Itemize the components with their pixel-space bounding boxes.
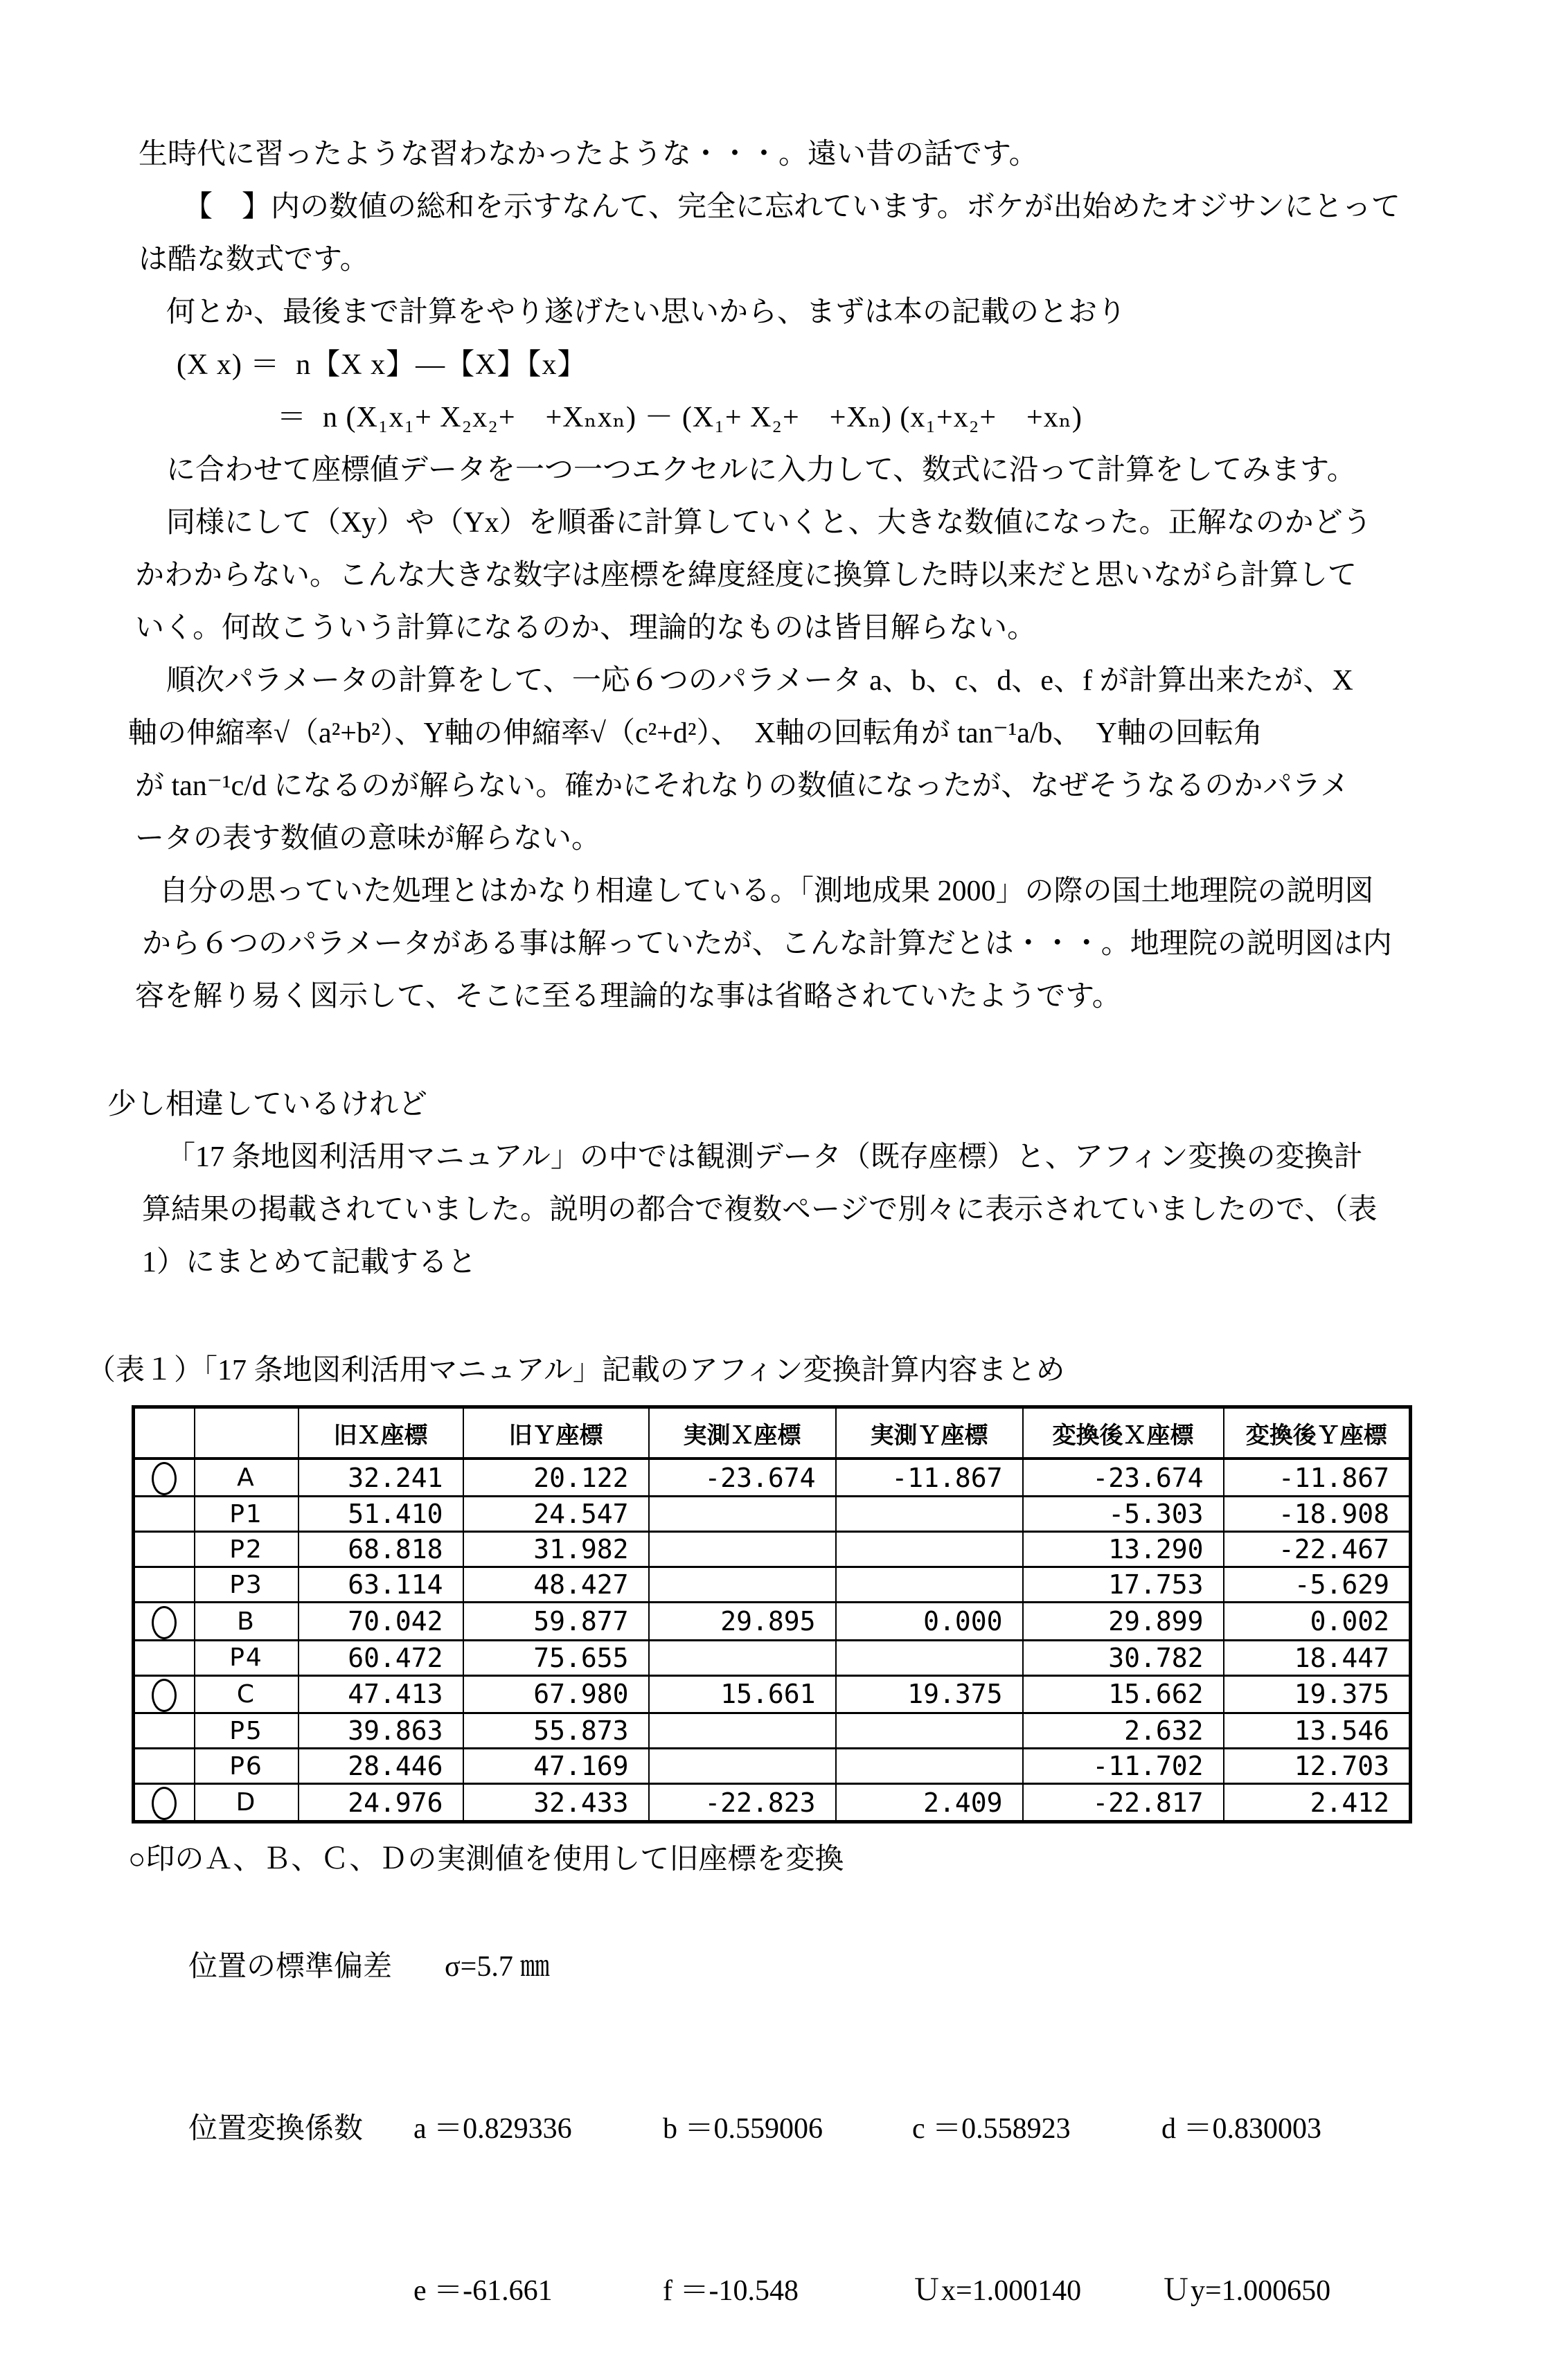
cell-value: 28.446 — [299, 1749, 463, 1784]
cell-value: 19.375 — [836, 1675, 1023, 1713]
coef-f: f ＝-10.548 — [663, 2275, 799, 2308]
circle-mark-icon — [152, 1787, 177, 1820]
std-deviation-label: 位置の標準偏差 — [188, 1951, 393, 1983]
cell-value: 24.976 — [299, 1784, 463, 1822]
paragraph-line: 何とか、最後まで計算をやり遂げたい思いから、まずは本の記載のとおり — [166, 296, 1127, 328]
cell-value: 59.877 — [463, 1603, 649, 1640]
cell-value — [649, 1749, 836, 1784]
cell-value: 29.895 — [649, 1603, 836, 1640]
cell-mark — [134, 1459, 195, 1497]
table-row — [134, 1784, 1411, 1822]
paragraph-line: 順次パラメータの計算をして、一応６つのパラメータ a、b、c、d、e、f が計算出来たが、X — [166, 665, 1353, 697]
cell-value: 47.169 — [463, 1749, 649, 1784]
cell-value: 29.899 — [1023, 1603, 1224, 1640]
header-meas-y: 実測Ｙ座標 — [836, 1407, 1023, 1459]
table-title: （表１）「17 条地図利活用マニュアル」記載のアフィン変換計算内容まとめ — [87, 1355, 1065, 1386]
cell-value — [649, 1497, 836, 1532]
cell-value: 13.290 — [1023, 1532, 1224, 1567]
paragraph-line: 生時代に習ったような習わなかったような・・・。遠い昔の話です。 — [139, 139, 1038, 170]
table-row — [134, 1713, 1411, 1749]
paragraph-line: 軸の伸縮率√（a²+b²）、Y軸の伸縮率√（c²+d²）、 X軸の回転角が tan⁻¹a/b、 Y軸の回転角 — [128, 717, 1263, 749]
header-mark-col — [134, 1407, 195, 1459]
cell-value: 51.410 — [299, 1497, 463, 1532]
cell-value: 39.863 — [299, 1713, 463, 1749]
coefficients-line-1 — [159, 2048, 1450, 2210]
cell-value: 60.472 — [299, 1640, 463, 1675]
cell-value: -11.867 — [836, 1459, 1023, 1497]
paragraph-line: 算結果の掲載されていました。説明の都合で複数ページで別々に表示されていましたので、（表 — [142, 1194, 1378, 1226]
cell-value: 31.982 — [463, 1532, 649, 1567]
cell-value: 17.753 — [1023, 1567, 1224, 1603]
table-row — [134, 1603, 1411, 1640]
cell-point-label: P4 — [195, 1640, 299, 1675]
cell-value — [836, 1749, 1023, 1784]
cell-value: 20.122 — [463, 1459, 649, 1497]
table-row — [134, 1497, 1411, 1532]
cell-value: 0.002 — [1224, 1603, 1411, 1640]
cell-value: 13.546 — [1224, 1713, 1411, 1749]
cell-point-label: P6 — [195, 1749, 299, 1784]
table-row — [134, 1532, 1411, 1567]
formula-line: (X x) ＝ n【X x】―【X】【x】 — [177, 349, 587, 381]
coef-e: e ＝-61.661 — [413, 2275, 553, 2308]
cell-value: 19.375 — [1224, 1675, 1411, 1713]
table-row — [134, 1675, 1411, 1713]
paragraph-line: 容を解り易く図示して、そこに至る理論的な事は省略されていたようです。 — [135, 981, 1121, 1013]
coef-a: a ＝0.829336 — [413, 2113, 572, 2146]
cell-mark — [134, 1532, 195, 1567]
paragraph-line: 「17 条地図利活用マニュアル」の中では観測データ（既存座標）と、アフィン変換の変換計 — [166, 1141, 1363, 1173]
section-heading: 少し相違しているけれど — [107, 1089, 428, 1121]
cell-value: -23.674 — [1023, 1459, 1224, 1497]
cell-value: -22.467 — [1224, 1532, 1411, 1567]
circle-mark-icon — [152, 1679, 177, 1712]
coef-uy: Ｕy=1.000650 — [1161, 2275, 1331, 2308]
paragraph-line: 同様にして（Xy）や（Yx）を順番に計算していくと、大きな数値になった。正解なのかどう — [166, 507, 1372, 539]
cell-value: -22.823 — [649, 1784, 836, 1822]
paragraph-line: かわからない。こんな大きな数字は座標を緯度経度に換算した時以来だと思いながら計算して — [135, 560, 1357, 591]
cell-value — [836, 1640, 1023, 1675]
cell-point-label: P3 — [195, 1567, 299, 1603]
cell-point-label: A — [195, 1459, 299, 1497]
header-conv-y: 変換後Ｙ座標 — [1224, 1407, 1411, 1459]
cell-value — [836, 1532, 1023, 1567]
paragraph-line: いく。何故こういう計算になるのか、理論的なものは皆目解らない。 — [135, 612, 1037, 644]
std-deviation-value: σ=5.7 ㎜ — [445, 1951, 550, 1983]
header-old-x: 旧Ｘ座標 — [299, 1407, 463, 1459]
paragraph-line: 【 】内の数値の総和を示すなんて、完全に忘れています。ボケが出始めたオジサンにとって — [184, 191, 1400, 223]
cell-value — [649, 1532, 836, 1567]
cell-value: 48.427 — [463, 1567, 649, 1603]
cell-value: 63.114 — [299, 1567, 463, 1603]
cell-value — [649, 1713, 836, 1749]
std-deviation-line — [159, 1886, 1450, 2048]
cell-value: 18.447 — [1224, 1640, 1411, 1675]
cell-value: 15.662 — [1023, 1675, 1224, 1713]
cell-value: -5.629 — [1224, 1567, 1411, 1603]
cell-value: 68.818 — [299, 1532, 463, 1567]
paragraph-line: が tan⁻¹c/d になるのが解らない。確かにそれなりの数値になったが、なぜそうなるのかパラメ — [135, 770, 1350, 802]
cell-mark — [134, 1713, 195, 1749]
coefficients-label: 位置変換係数 — [188, 2113, 364, 2146]
cell-mark — [134, 1784, 195, 1822]
table-row — [134, 1749, 1411, 1784]
cell-value: 67.980 — [463, 1675, 649, 1713]
cell-mark — [134, 1603, 195, 1640]
paragraph-line: 1）にまとめて記載すると — [142, 1247, 477, 1278]
cell-value: 2.412 — [1224, 1784, 1411, 1822]
paragraph-line: に合わせて座標値データを一つ一つエクセルに入力して、数式に沿って計算をしてみます。 — [166, 454, 1356, 486]
cell-value: 24.547 — [463, 1497, 649, 1532]
table-footnote: ○印のＡ、Ｂ、Ｃ、Ｄの実測値を使用して旧座標を変換 — [128, 1844, 844, 1876]
cell-value: -11.702 — [1023, 1749, 1224, 1784]
cell-value: 75.655 — [463, 1640, 649, 1675]
coef-b: b ＝0.559006 — [663, 2113, 823, 2146]
cell-point-label: P1 — [195, 1497, 299, 1532]
header-label-col — [195, 1407, 299, 1459]
coef-ux: Ｕx=1.000140 — [912, 2275, 1082, 2308]
table-row — [134, 1567, 1411, 1603]
paragraph-line: から６つのパラメータがある事は解っていたが、こんな計算だとは・・・。地理院の説明図は内 — [142, 928, 1392, 960]
table-header-row — [134, 1407, 1411, 1459]
cell-value: 30.782 — [1023, 1640, 1224, 1675]
cell-point-label: P5 — [195, 1713, 299, 1749]
coefficients-line-2 — [159, 2210, 1450, 2372]
cell-point-label: D — [195, 1784, 299, 1822]
header-meas-x: 実測Ｘ座標 — [649, 1407, 836, 1459]
cell-value: 2.632 — [1023, 1713, 1224, 1749]
cell-value: 55.873 — [463, 1713, 649, 1749]
cell-mark — [134, 1675, 195, 1713]
cell-value: -18.908 — [1224, 1497, 1411, 1532]
cell-mark — [134, 1567, 195, 1603]
cell-point-label: B — [195, 1603, 299, 1640]
coef-d: d ＝0.830003 — [1161, 2113, 1322, 2146]
cell-value: 2.409 — [836, 1784, 1023, 1822]
cell-value: -11.867 — [1224, 1459, 1411, 1497]
cell-mark — [134, 1497, 195, 1532]
circle-mark-icon — [152, 1462, 177, 1495]
cell-value: 70.042 — [299, 1603, 463, 1640]
cell-value: 15.661 — [649, 1675, 836, 1713]
header-conv-x: 変換後Ｘ座標 — [1023, 1407, 1224, 1459]
paragraph-line: ータの表す数値の意味が解らない。 — [135, 823, 601, 855]
cell-value — [649, 1640, 836, 1675]
cell-value: 12.703 — [1224, 1749, 1411, 1784]
paragraph-line: は酷な数式です。 — [139, 244, 369, 276]
cell-value — [836, 1567, 1023, 1603]
affine-table — [132, 1405, 1412, 1823]
table-row — [134, 1640, 1411, 1675]
coef-c: c ＝0.558923 — [912, 2113, 1071, 2146]
formula-line: ＝ n (X₁x₁+ X₂x₂+ +Xₙxₙ) － (X₁+ X₂+ +Xₙ) (x₁+x₂+ +xₙ) — [277, 402, 1083, 434]
cell-value: 32.433 — [463, 1784, 649, 1822]
cell-value — [649, 1567, 836, 1603]
cell-mark — [134, 1640, 195, 1675]
affine-table-body — [134, 1459, 1411, 1822]
cell-point-label: C — [195, 1675, 299, 1713]
cell-value: -23.674 — [649, 1459, 836, 1497]
paragraph-line: 自分の思っていた処理とはかなり相違している。「測地成果 2000」の際の国土地理院の説明図 — [159, 875, 1374, 907]
cell-value — [836, 1713, 1023, 1749]
cell-point-label: P2 — [195, 1532, 299, 1567]
cell-value: 0.000 — [836, 1603, 1023, 1640]
cell-value: 32.241 — [299, 1459, 463, 1497]
header-old-y: 旧Ｙ座標 — [463, 1407, 649, 1459]
cell-value: -22.817 — [1023, 1784, 1224, 1822]
cell-value — [836, 1497, 1023, 1532]
cell-value: -5.303 — [1023, 1497, 1224, 1532]
cell-value: 47.413 — [299, 1675, 463, 1713]
circle-mark-icon — [152, 1606, 177, 1639]
table-row — [134, 1459, 1411, 1497]
cell-mark — [134, 1749, 195, 1784]
